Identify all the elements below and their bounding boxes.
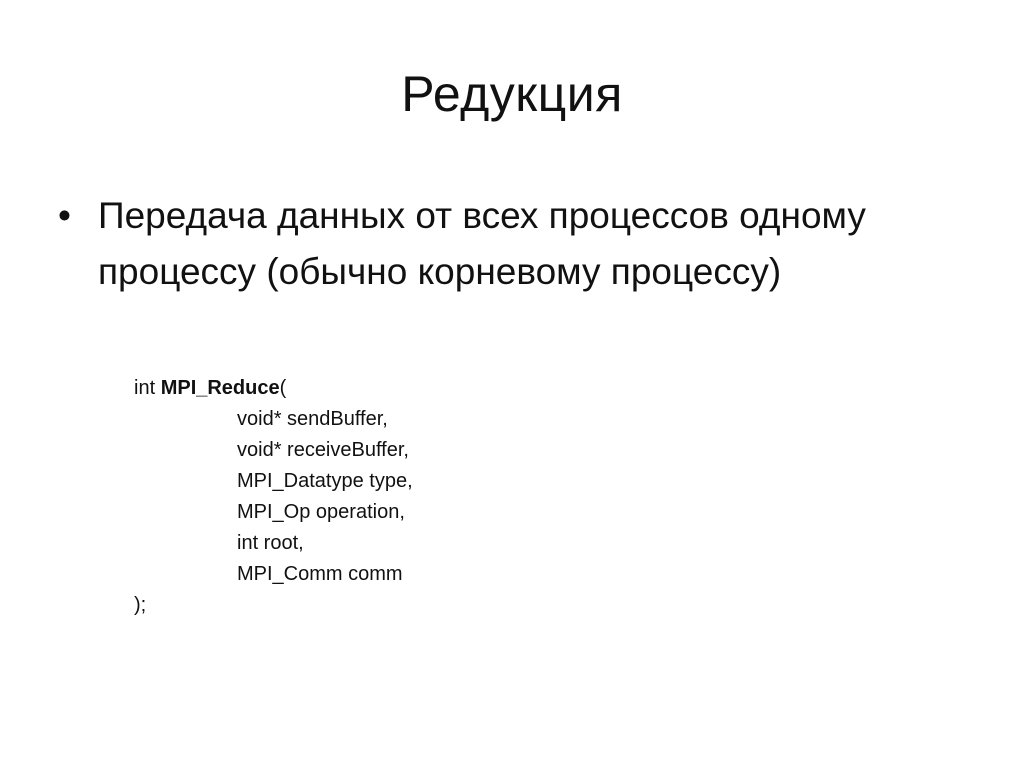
bullet-text: Передача данных от всех процессов одному процессу (обычно корневому процессу) (98, 195, 866, 292)
code-open-paren: ( (279, 377, 287, 399)
code-closing-line: ); (134, 594, 147, 616)
code-param-line: MPI_Comm comm (237, 563, 403, 585)
code-block (134, 373, 634, 621)
code-signature-line (134, 373, 634, 404)
bullet-item (58, 188, 988, 300)
code-param-line: int root, (237, 532, 304, 554)
code-param-line: void* sendBuffer, (237, 408, 388, 430)
code-param-line: void* receiveBuffer, (237, 439, 409, 461)
code-function-name: MPI_Reduce (160, 377, 280, 399)
slide-title: Редукция (401, 66, 623, 122)
code-param-line: MPI_Datatype type, (237, 470, 413, 492)
code-return-type: int (134, 377, 161, 399)
bullet-dot-icon: • (58, 195, 71, 236)
code-param-line: MPI_Op operation, (237, 501, 405, 523)
bullet-list (58, 188, 988, 300)
